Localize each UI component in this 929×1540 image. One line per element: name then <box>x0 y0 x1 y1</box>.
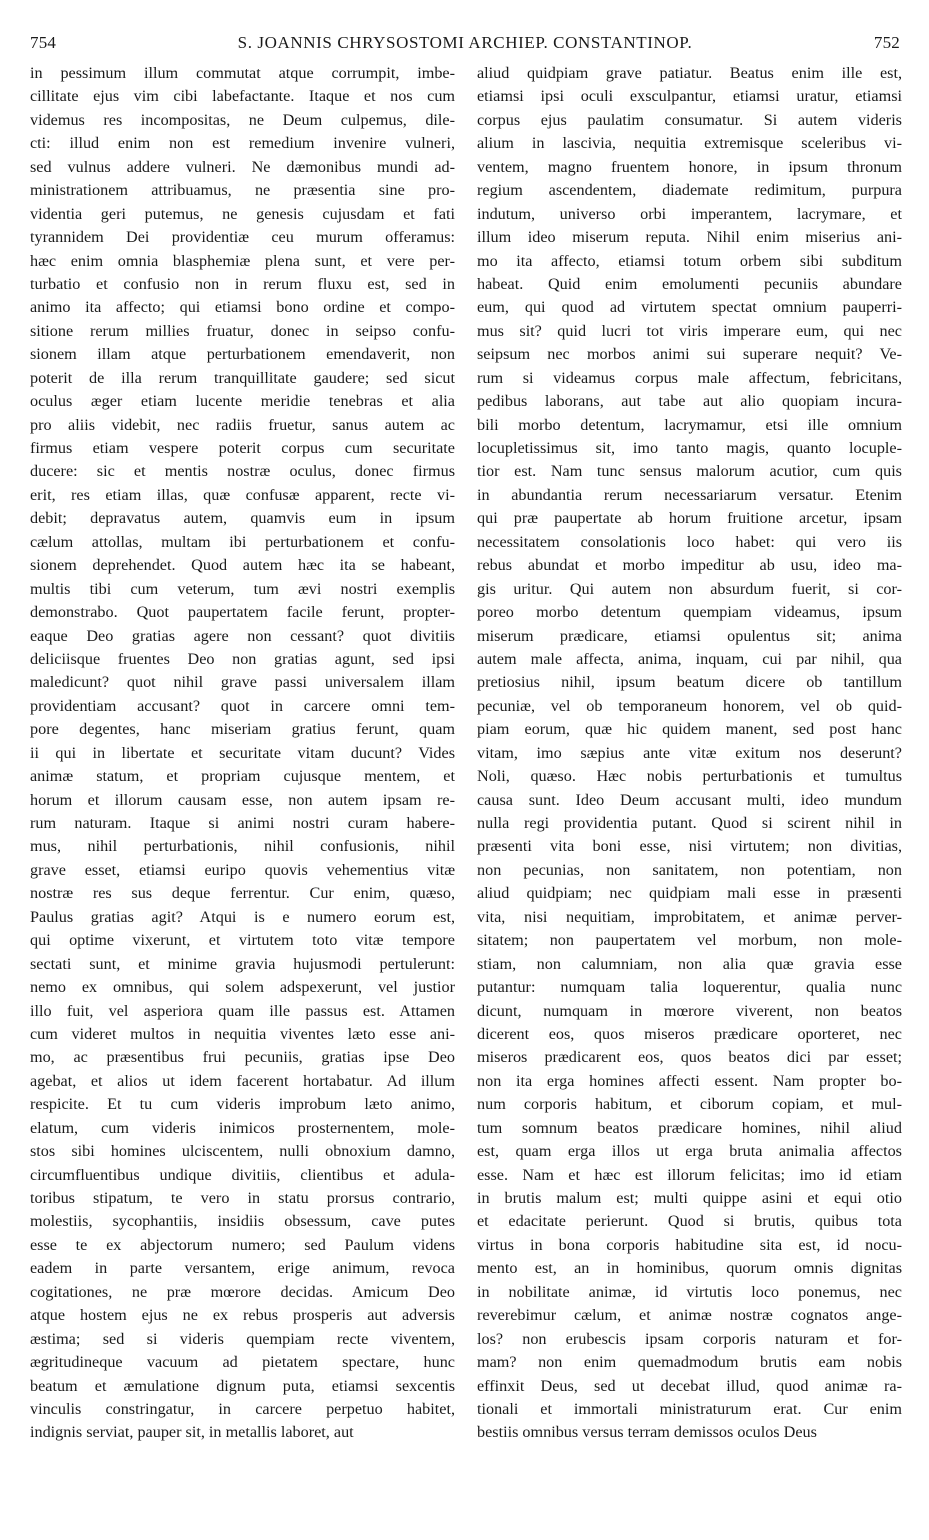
text-line: miserum prædicare, etiamsi opulentus sit; anima <box>477 626 902 645</box>
text-line: in abundantia rerum necessariarum versatur. Etenim <box>477 485 902 504</box>
text-line: pedibus laborans, aut tabe aut alio quopiam incura- <box>477 392 902 411</box>
text-line: in pessimum illum commutat atque corrumpit, imbe- <box>30 64 455 82</box>
text-line: putantur: numquam talia loquerentur, qualia nunc <box>477 978 902 997</box>
text-line: nemo ex omnibus, qui solem adspexerunt, vel justior <box>30 978 455 997</box>
text-line: cum videret multos in nequitia viventes læto esse ani- <box>30 1024 455 1043</box>
page-number-left: 754 <box>30 33 57 52</box>
text-line: rum si videamus corpus male affectum, febricitans, <box>477 368 902 387</box>
text-line: cillitate ejus vim cibi labefactante. Itaque et nos cum <box>30 87 455 106</box>
text-line: æstima; sed si videris quempiam recte viventem, <box>30 1329 455 1348</box>
text-line: regium ascendentem, diademate redimitum, purpura <box>477 181 902 200</box>
text-line: dicunt, numquam in mœrore viverent, non beatos <box>477 1001 902 1020</box>
text-line: eaque Deo gratias agere non cessant? quot divitiis <box>30 626 455 645</box>
text-line: mam? non enim quemadmodum brutis eam nobis <box>477 1353 902 1372</box>
text-line: indignis serviat, pauper sit, in metallis laboret, aut <box>30 1423 354 1442</box>
text-line: in nobilitate animæ, id virtutis loco ponemus, nec <box>477 1282 902 1301</box>
text-line: reverebimur cælum, et animæ nostræ cognatos ange- <box>477 1306 902 1325</box>
text-line: respicite. Et tu cum videris improbum læto animo, <box>30 1095 455 1114</box>
text-line: non ita erga homines affecti essent. Nam propter bo- <box>477 1071 902 1090</box>
text-line: ventem, magno fruentem honore, in ipsum thronum <box>477 157 902 176</box>
text-line: demonstrabo. Quot paupertatem facile ferunt, propter- <box>30 603 455 622</box>
text-line: rum naturam. Itaque si animi nostri curam habere- <box>30 814 455 832</box>
text-line: autem male affecta, anima, inquam, cui par nihil, qua <box>477 649 902 668</box>
text-line: sed vulnus addere vulneri. Ne dæmonibus mundi ad- <box>30 157 455 176</box>
text-line: cælum attollas, multam ibi perturbationem et confu- <box>30 532 455 551</box>
text-line: effinxit Deus, sed ut decebat illud, quod animæ ra- <box>477 1376 902 1395</box>
text-line: pro aliis videbit, nec radiis fruetur, sanus autem ac <box>30 415 455 434</box>
text-line: circumfluentibus undique divitiis, clientibus et adula- <box>30 1165 455 1184</box>
text-line: atque hostem ejus ne ex rebus prosperis aut adversis <box>30 1306 455 1325</box>
text-line: maledicunt? quot nihil grave passi universalem illam <box>30 673 455 692</box>
text-line: vinculis constringatur, in carcere perpetuo habitet, <box>30 1399 455 1418</box>
text-line: et edacitate perierunt. Quod si brutis, quibus tota <box>477 1212 902 1231</box>
text-line: sitatem; non paupertatem vel morbum, non mole- <box>477 931 902 950</box>
right-text-column <box>477 62 902 1445</box>
text-line: bili morbo detentum, lacrymamur, etsi ille omnium <box>477 415 902 434</box>
text-line: videntia geri putemus, ne genesis cujusdam et fati <box>30 204 455 223</box>
text-line: nostræ res sus deque ferrentur. Cur enim, quæso, <box>30 884 455 903</box>
text-line: ii qui in libertate et securitate vitam ducunt? Vides <box>30 743 455 762</box>
text-line: in brutis malum est; multi quippe asini et equi otio <box>477 1189 902 1207</box>
text-line: bestiis omnibus versus terram demissos oculos Deus <box>477 1423 817 1442</box>
text-line: virtus in bona corporis habitudine sita est, id nocu- <box>477 1235 902 1254</box>
text-line: videmus res incompositas, ne Deum culpemus, dile- <box>30 110 455 129</box>
text-line: mus, nihil perturbationis, nihil confusionis, nihil <box>30 837 455 856</box>
text-line: num corporis habitum, et ciborum copiam, et mul- <box>477 1095 902 1114</box>
text-line: firmus etiam vespere poterit corpus cum securitate <box>30 439 455 457</box>
text-line: deliciisque fruentes Deo non gratias agunt, sed ipsi <box>30 649 455 668</box>
text-line: toribus stipatum, te vero in statu prorsus contrario, <box>30 1189 455 1207</box>
text-line: causa sunt. Ideo Deum accusant multi, ideo mundum <box>477 790 902 809</box>
text-line: mo ita affecto, etiamsi totum orbem sibi subditum <box>477 251 902 270</box>
text-line: ministrationem attribuamus, ne præsentia sine pro- <box>30 181 455 200</box>
text-line: sitione rerum millies fruatur, donec in seipso confu- <box>30 321 455 340</box>
text-line: elatum, cum videris inimicos prosternentem, mole- <box>30 1118 455 1137</box>
text-line: poreo morbo detentum quempiam videamus, ipsum <box>477 603 902 622</box>
text-line: tior est. Nam tunc sensus malorum acutior, cum quis <box>477 462 902 481</box>
text-line: beatum et æmulatione dignum puta, etiamsi sexcentis <box>30 1376 455 1395</box>
text-line: præsenti vita boni esse, nisi virtutem; non divitias, <box>477 837 902 856</box>
text-line: nulla regi providentia putant. Quod si scirent nihil in <box>477 814 902 832</box>
text-line: vita, nisi nequitiam, improbitatem, et animæ perver- <box>477 907 902 926</box>
text-line: tionali et immortali ministraturum erat. Cur enim <box>477 1399 902 1418</box>
text-line: sectati sunt, et minime gravia hujusmodi pertulerunt: <box>30 954 455 973</box>
text-line: illum ideo miserum reputa. Nihil enim miserius ani- <box>477 228 902 247</box>
text-line: illo fuit, vel asperiora quam ille passus est. Attamen <box>30 1001 455 1020</box>
text-line: alium in lascivia, nequitia extremisque sceleribus vi- <box>477 134 902 153</box>
text-line: rebus abundat et morbo impeditur ab usu, ideo ma- <box>477 556 902 575</box>
text-line: cogitationes, ne præ mœrore decidas. Amicum Deo <box>30 1282 455 1301</box>
text-line: pretiosius nihil, ipsum beatum dicere ob tantillum <box>477 673 902 692</box>
text-line: poterit de illa rerum tranquillitate gaudere; sed sicut <box>30 368 455 387</box>
text-line: eadem in parte versantem, erige animum, revoca <box>30 1259 455 1278</box>
text-line: esse te ex abjectorum numero; sed Paulum videns <box>30 1235 455 1254</box>
text-line: indutum, universo orbi imperantem, lacrymare, et <box>477 204 902 223</box>
text-line: stiam, non calumniam, non alia quæ gravia esse <box>477 954 902 973</box>
text-line: animæ statum, et propriam cujusque mentem, et <box>30 767 455 786</box>
text-line: esse. Nam et hæc est illorum felicitas; imo id etiam <box>477 1165 902 1184</box>
text-line: corpus ejus paulatim consumatur. Si autem videris <box>477 110 902 129</box>
text-line: turbatio et confusio non in rerum fluxu est, sed in <box>30 274 455 293</box>
text-line: Noli, quæso. Hæc nobis perturbationis et tumultus <box>477 767 902 786</box>
text-line: horum et illorum causam esse, non autem ipsam re- <box>30 790 455 809</box>
running-title: S. JOANNIS CHRYSOSTOMI ARCHIEP. CONSTANTINOP. <box>237 33 693 52</box>
text-line: grave esset, etiamsi euripo quovis vehementius vitæ <box>30 860 455 879</box>
text-line: tum somnum beatos prædicare homines, nihil aliud <box>477 1118 902 1137</box>
text-line: aliud quidpiam; nec quidpiam mali esse in præsenti <box>477 884 902 903</box>
text-line: eum, qui quod ad virtutem spectat omnium pauperri- <box>477 298 902 317</box>
page-number-right: 752 <box>873 33 900 52</box>
text-line: molestiis, sycophantiis, insidiis obsessum, cave putes <box>30 1212 455 1231</box>
text-line: necessitatem consolationis loco habet: qui vero iis <box>477 532 902 551</box>
text-line: oculus æger etiam lucente meridie tenebras et alia <box>30 392 455 411</box>
text-line: mento est, an in hominibus, quorum omnis dignitas <box>477 1259 902 1278</box>
text-line: etiamsi ipsi oculi exsculpantur, etiamsi uratur, etiamsi <box>477 87 902 106</box>
text-line: non pecunias, non sanitatem, non potentiam, non <box>477 860 902 879</box>
text-line: sionem deprehendet. Quod autem hæc ita se habeant, <box>30 556 455 575</box>
text-line: ægritudineque vacuum ad pietatem spectare, hunc <box>30 1353 455 1372</box>
text-line: animo ita affecto; qui etiamsi bono ordine et compo- <box>30 298 455 317</box>
text-line: hæc enim omnia blasphemiæ plena sunt, et vere per- <box>30 251 455 270</box>
text-line: multis tibi cum veterum, tum ævi nostri exemplis <box>30 579 455 598</box>
text-line: los? non erubescis ipsam corporis naturam et for- <box>477 1329 902 1348</box>
text-line: gis uritur. Qui autem non absurdum fuerit, si cor- <box>477 579 902 598</box>
left-text-column <box>30 62 455 1445</box>
text-line: agebat, et alios ut idem facerent hortabatur. Ad illum <box>30 1071 455 1090</box>
text-line: aliud quidpiam grave patiatur. Beatus enim ille est, <box>477 64 902 82</box>
text-line: pecuniæ, vel ob temporaneum honorem, vel ob quid- <box>477 696 902 715</box>
text-line: pore degentes, hanc miseriam gratius ferunt, quam <box>30 720 455 739</box>
text-line: debit; depravatus autem, quamvis eum in ipsum <box>30 509 455 528</box>
text-line: miseros prædicarent eos, quos beatos dici par esset; <box>477 1048 902 1067</box>
text-line: locupletissimus sit, imo tanto magis, quanto locuple- <box>477 439 902 457</box>
text-line: est, quam erga illos ut erga bruta animalia affectos <box>477 1142 902 1161</box>
text-line: mo, ac præsentibus frui pecuniis, gratias ipse Deo <box>30 1048 455 1067</box>
text-line: erit, res etiam illas, quæ confusæ apparent, recte vi- <box>30 485 455 504</box>
text-line: qui præ paupertate ab horum fruitione arcetur, ipsam <box>477 509 902 528</box>
text-line: sionem illam atque perturbationem emendaverit, non <box>30 345 455 364</box>
text-line: mus sit? quid lucri tot viris imperare eum, qui nec <box>477 321 902 340</box>
text-line: dicerent eos, quos miseros prædicare oporteret, nec <box>477 1024 902 1043</box>
text-line: seipsum nec morbos animi sui superare nequit? Ve- <box>477 345 902 364</box>
text-line: providentiam accusant? quot in carcere omni tem- <box>30 696 455 715</box>
text-line: qui optime vixerunt, et virtutem toto vitæ tempore <box>30 931 455 950</box>
text-line: stos sibi homines ulciscentem, nulli obnoxium damno, <box>30 1142 455 1161</box>
text-line: cti: illud enim non est remedium invenire vulneri, <box>30 134 455 153</box>
text-line: habeat. Quid enim emolumenti pecuniis abundare <box>477 274 902 293</box>
text-line: Paulus gratias agit? Atqui is e numero eorum est, <box>30 907 455 926</box>
text-line: ducere: sic et mentis nostræ oculus, donec firmus <box>30 462 455 481</box>
text-line: vitam, imo sæpius ante vitæ exitum nos deserunt? <box>477 743 902 762</box>
running-header <box>30 33 900 59</box>
text-line: piam eorum, quæ hic quidem manent, sed post hanc <box>477 720 902 739</box>
text-line: tyrannidem Dei providentiæ ceu murum offeramus: <box>30 228 455 247</box>
